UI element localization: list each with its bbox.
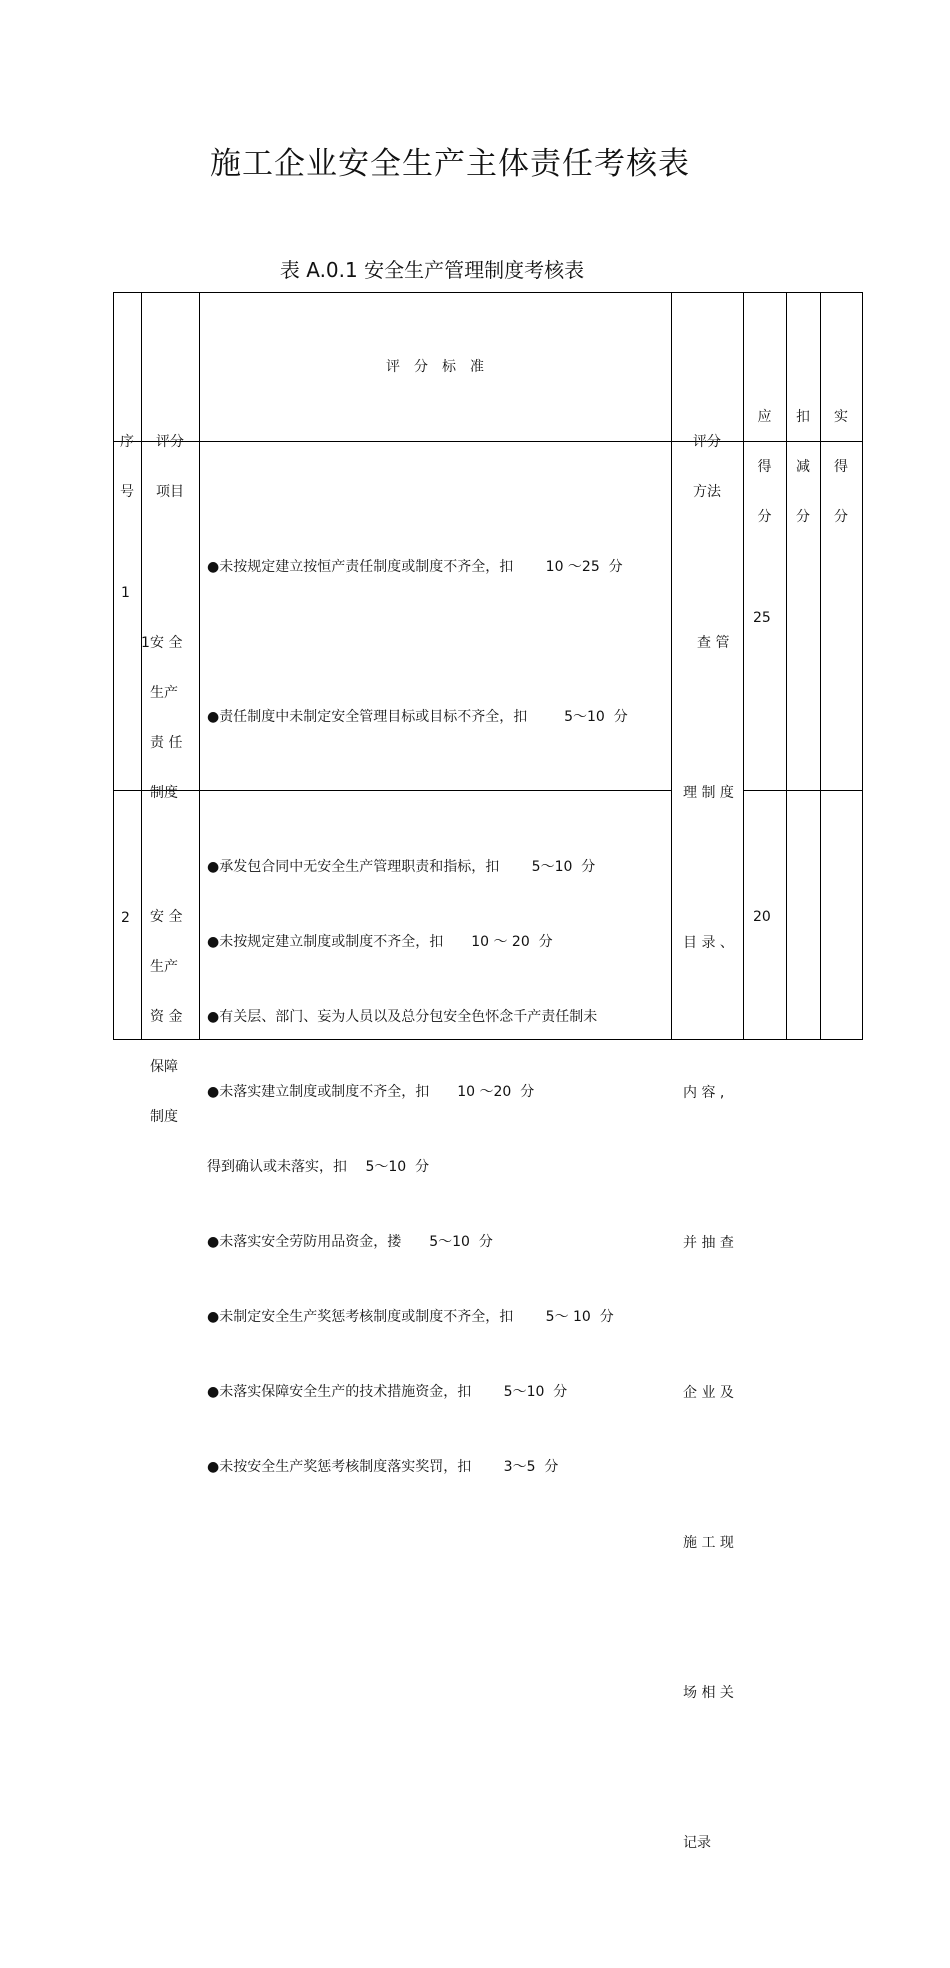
assessment-table <box>113 292 863 1851</box>
row1-item: 安 全 生产 责 任 制度 <box>150 635 183 801</box>
row1-criteria: ●未按规定建立按恒产责任制度或制度不齐全，扣 10 ～25 分 ●责任制度中未制定安全管理目标或目标不齐全，扣 5～10 分 ●承发包合同中无安全生产管理职责和指标，扣 5～10 分 ●有关层、部门、妄为人员以及总分包安全色怀念千产责任制未 得到确认或未落实，扣 5～10 分 ●未制定安全生产奖惩考核制度或制度不齐全，扣 5～ 10 分 ●未按安全生产奖惩考核制度落实奖罚，扣 3～5 分 <box>207 559 628 1475</box>
column-divider <box>199 292 200 1040</box>
row2-seq: 2 <box>121 910 130 926</box>
scoring-method: 查 管 理 制 度 目 录 、 内 容 , 并 抽 查 企 业 及 施 工 现 场 相 关 记录 <box>683 635 734 1851</box>
document-title: 施工企业安全生产主体责任考核表 <box>210 146 690 182</box>
header-method: 评分 方法 <box>693 434 721 500</box>
row-divider <box>743 790 863 791</box>
header-criteria: 评 分 标 准 <box>386 359 484 375</box>
header-deduction: 扣 减 分 <box>796 409 810 525</box>
table-border-right <box>862 292 863 1040</box>
header-due-score: 应 得 分 <box>757 409 772 525</box>
row2-criteria: ●未按规定建立制度或制度不齐全，扣 10 ～ 20 分 ●未落实建立制度或制度不齐全，扣 10 ～20 分 ●未落实安全劳防用品资金，搂 5～10 分 ●未落实保障安全生产的技术措施资金，扣 5～10 分 <box>207 934 568 1400</box>
header-seq: 序 号 <box>120 434 134 500</box>
table-caption: 表 A.0.1 安全生产管理制度考核表 <box>279 258 585 282</box>
header-actual-score: 实 得 分 <box>834 409 848 525</box>
stray-mark: 1 <box>141 635 150 651</box>
row1-due-score: 25 <box>753 610 771 626</box>
header-item: 评分 项目 <box>156 434 184 500</box>
row1-seq: 1 <box>121 585 130 601</box>
row2-item: 安 全 生产 资 金 保障 制度 <box>150 909 183 1125</box>
row2-due-score: 20 <box>753 909 771 925</box>
